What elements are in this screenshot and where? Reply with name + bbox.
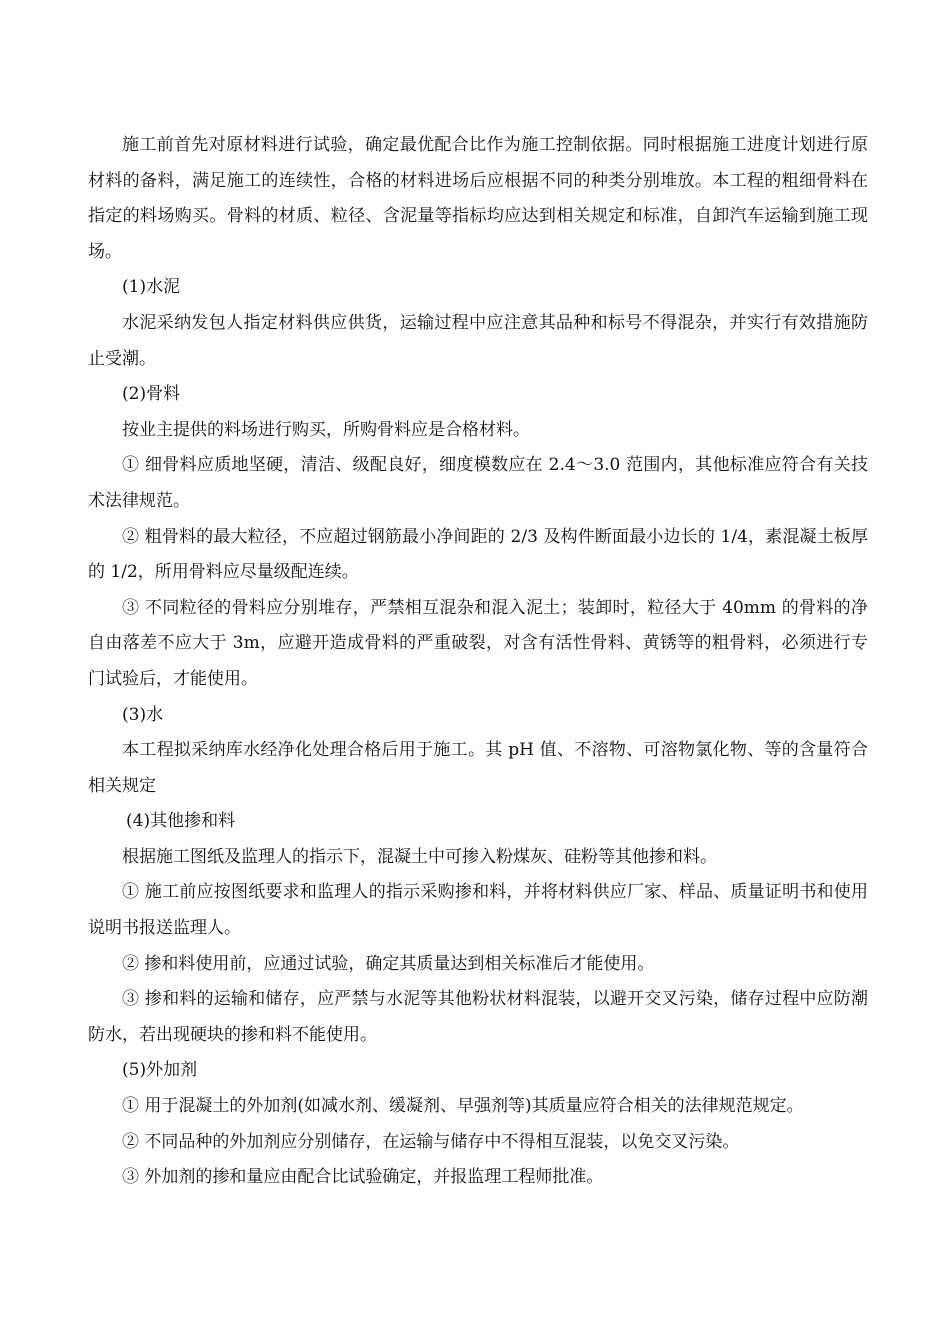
document-page (88, 128, 868, 1196)
admixture-paragraph-intro: 根据施工图纸及监理人的指示下，混凝土中可掺入粉煤灰、硅粉等其他掺和料。 (122, 846, 717, 867)
admixture-paragraph-purchase: ① 施工前应按图纸要求和监理人的指示采购掺和料，并将材料供应厂家、样品、质量证明书和使用说明书报送监理人。 (88, 882, 868, 939)
section-heading-cement: (1)水泥 (122, 277, 181, 298)
additive-paragraph-dosage: ③ 外加剂的掺和量应由配合比试验确定，并报监理工程师批准。 (122, 1167, 604, 1188)
section-heading-admixture: (4)其他掺和料 (126, 811, 236, 832)
aggregate-paragraph-intro: 按业主提供的料场进行购买，所购骨料应是合格材料。 (122, 419, 530, 440)
aggregate-paragraph-storage: ③ 不同粒径的骨料应分别堆存，严禁相互混杂和混入泥土；装卸时，粒径大于 40mm 的骨料的净自由落差不应大于 3m，应避开造成骨料的严重破裂，对含有活性骨料、黄锈等的粗骨料，必须进行专门试验后，才能使用。 (88, 597, 868, 689)
cement-paragraph: 水泥采纳发包人指定材料供应供货，运输过程中应注意其品种和标号不得混杂，并实行有效措施防止受潮。 (88, 312, 868, 369)
admixture-paragraph-storage: ③ 掺和料的运输和储存，应严禁与水泥等其他粉状材料混装，以避开交叉污染，储存过程中应防潮防水，若出现硬块的掺和料不能使用。 (88, 989, 868, 1045)
section-heading-aggregate: (2)骨料 (122, 384, 181, 405)
aggregate-paragraph-coarse: ② 粗骨料的最大粒径，不应超过钢筋最小净间距的 2/3 及构件断面最小边长的 1/4，素混凝土板厚的 1/2，所用骨料应尽量级配连续。 (88, 526, 868, 583)
water-paragraph: 本工程拟采纳库水经净化处理合格后用于施工。其 pH 值、不溶物、可溶物氯化物、等的含量符合相关规定 (88, 740, 868, 796)
section-heading-water: (3)水 (122, 704, 164, 725)
additive-paragraph-storage: ② 不同品种的外加剂应分别储存，在运输与储存中不得相互混装，以免交叉污染。 (122, 1131, 740, 1152)
aggregate-paragraph-fine: ① 细骨料应质地坚硬，清洁、级配良好，细度模数应在 2.4～3.0 范围内，其他标准应符合有关技术法律规范。 (88, 455, 868, 511)
section-heading-additive: (5)外加剂 (122, 1060, 198, 1081)
admixture-paragraph-test: ② 掺和料使用前，应通过试验，确定其质量达到相关标准后才能使用。 (122, 953, 655, 974)
intro-paragraph: 施工前首先对原材料进行试验，确定最优配合比作为施工控制依据。同时根据施工进度计划进行原材料的备料，满足施工的连续性，合格的材料进场后应根据不同的种类分别堆放。本工程的粗细骨料在指定的料场购买。骨料的材质、粒径、含泥量等指标均应达到相关规定和标准，自卸汽车运输到施工现场。 (88, 135, 868, 262)
additive-paragraph-quality: ① 用于混凝土的外加剂(如减水剂、缓凝剂、早强剂等)其质量应符合相关的法律规范规定。 (122, 1096, 804, 1117)
